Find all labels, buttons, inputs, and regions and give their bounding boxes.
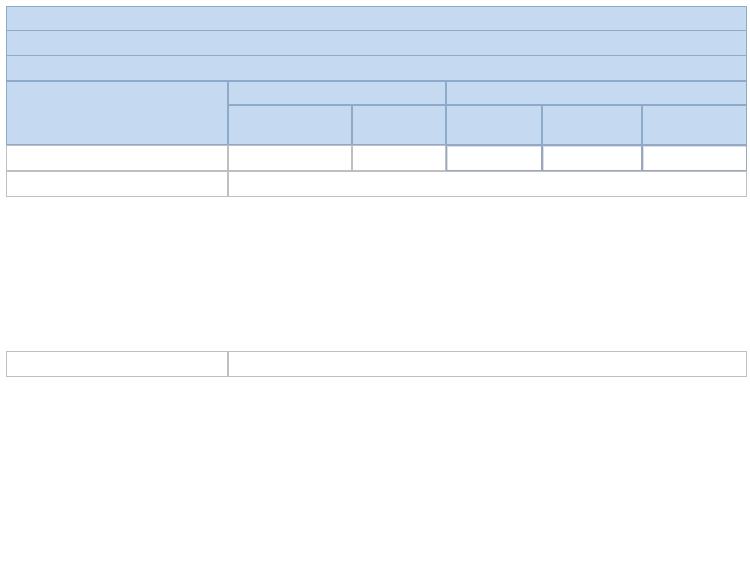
total-fixed-cost-header (352, 105, 446, 145)
flexible-budget-header (228, 81, 446, 105)
capacity-85-header (642, 105, 747, 145)
report-period (6, 55, 747, 81)
fixed-overhead-heading (6, 351, 228, 377)
capacity-75-header (542, 105, 642, 145)
label-column-header (6, 81, 228, 145)
report-title (6, 30, 747, 55)
variable-amount-header (228, 105, 352, 145)
sales-85-input[interactable] (642, 145, 747, 171)
flexible-budget-for-header (446, 81, 747, 105)
company-title (6, 6, 747, 30)
sales-75-input[interactable] (542, 145, 642, 171)
variable-overhead-heading (6, 171, 228, 197)
capacity-65-header (446, 105, 542, 145)
sales-label (6, 145, 228, 171)
sales-65-input[interactable] (446, 145, 542, 171)
sales-variable-cell (228, 145, 352, 171)
sales-fixed-cell (352, 145, 446, 171)
variable-heading-blank (228, 171, 747, 197)
fixed-heading-blank (228, 351, 747, 377)
